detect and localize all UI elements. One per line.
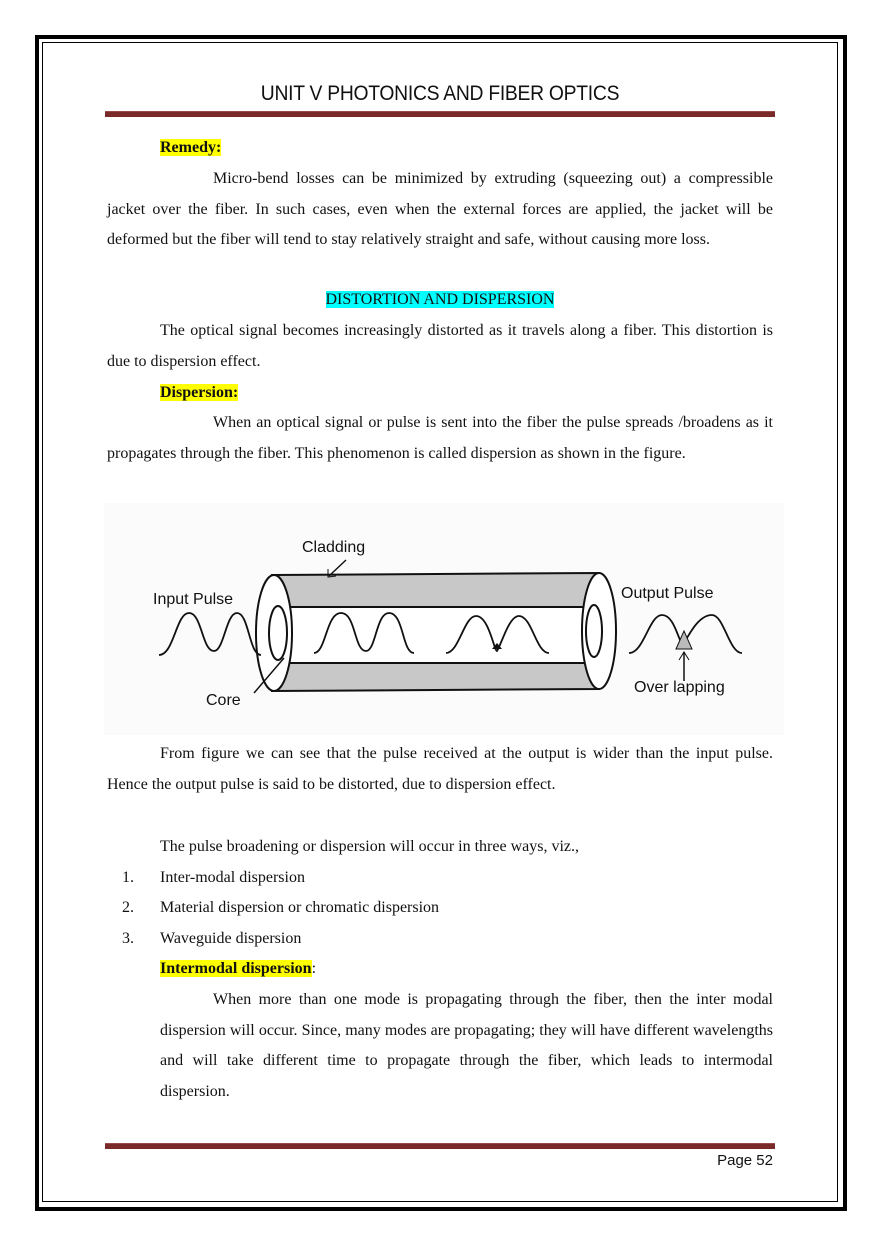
after-figure-text: From figure we can see that the pulse received at the output is wider than the input pulse. Hence the output pulse is said to be distorted, due to dispersion effect. bbox=[107, 745, 773, 793]
remedy-heading-text: Remedy: bbox=[160, 139, 222, 156]
list-text: Waveguide dispersion bbox=[160, 930, 302, 947]
remedy-text: Micro-bend losses can be minimized by extruding (squeezing out) a compressible jacket over the fiber. In such cases, even when the external forces are applied, the jacket will be deformed but the fiber will tend to stay relatively straight and safe, without causing more loss. bbox=[107, 170, 773, 249]
section-heading bbox=[107, 285, 773, 316]
list-item bbox=[122, 924, 301, 955]
label-output-pulse: Output Pulse bbox=[621, 585, 714, 602]
label-core: Core bbox=[206, 692, 241, 709]
list-number: 3. bbox=[122, 930, 134, 947]
core-front-end bbox=[269, 606, 287, 660]
after-figure-paragraph bbox=[107, 739, 773, 800]
core-back-end bbox=[586, 605, 602, 657]
dispersion-paragraph bbox=[107, 408, 773, 469]
section-intro bbox=[107, 316, 773, 377]
intermodal-paragraph bbox=[160, 985, 773, 1107]
dispersion-heading-text: Dispersion: bbox=[160, 384, 239, 401]
list-item bbox=[122, 863, 305, 894]
intermodal-text: When more than one mode is propagating through the fiber, then the inter modal dispersion will occur. Since, many modes are propagating; they will have different wavelengths and will take different time to propagate through the fiber, which leads to intermodal dispersion. bbox=[160, 991, 773, 1100]
remedy-heading bbox=[160, 133, 221, 164]
page-number: Page 52 bbox=[717, 1152, 773, 1169]
header-rule bbox=[105, 111, 775, 117]
intermodal-heading-text: Intermodal dispersion bbox=[160, 960, 312, 977]
list-number: 2. bbox=[122, 899, 134, 916]
section-title: DISTORTION AND DISPERSION bbox=[325, 291, 555, 308]
ways-intro: The pulse broadening or dispersion will occur in three ways, viz., bbox=[160, 838, 579, 855]
dispersion-figure bbox=[104, 503, 784, 735]
list-number: 1. bbox=[122, 869, 134, 886]
dispersion-text: When an optical signal or pulse is sent into the fiber the pulse spreads /broadens as it propagates through the fiber. This phenomenon is called dispersion as shown in the figure. bbox=[107, 414, 773, 462]
list-text: Material dispersion or chromatic dispersion bbox=[160, 899, 440, 916]
label-overlapping: Over lapping bbox=[634, 679, 725, 696]
label-cladding: Cladding bbox=[302, 539, 366, 556]
list-text: Inter-modal dispersion bbox=[160, 869, 305, 886]
section-intro-text: The optical signal becomes increasingly distorted as it travels along a fiber. This distortion is due to dispersion effect. bbox=[107, 322, 773, 370]
dispersion-heading bbox=[160, 378, 238, 409]
intermodal-heading bbox=[160, 954, 316, 985]
intermodal-colon: : bbox=[311, 960, 317, 977]
footer-rule bbox=[105, 1143, 775, 1149]
core-channel bbox=[282, 607, 599, 663]
list-item bbox=[122, 893, 439, 924]
label-input-pulse: Input Pulse bbox=[153, 591, 234, 608]
page-header-title: UNIT V PHOTONICS AND FIBER OPTICS bbox=[260, 82, 620, 105]
remedy-paragraph bbox=[107, 164, 773, 256]
